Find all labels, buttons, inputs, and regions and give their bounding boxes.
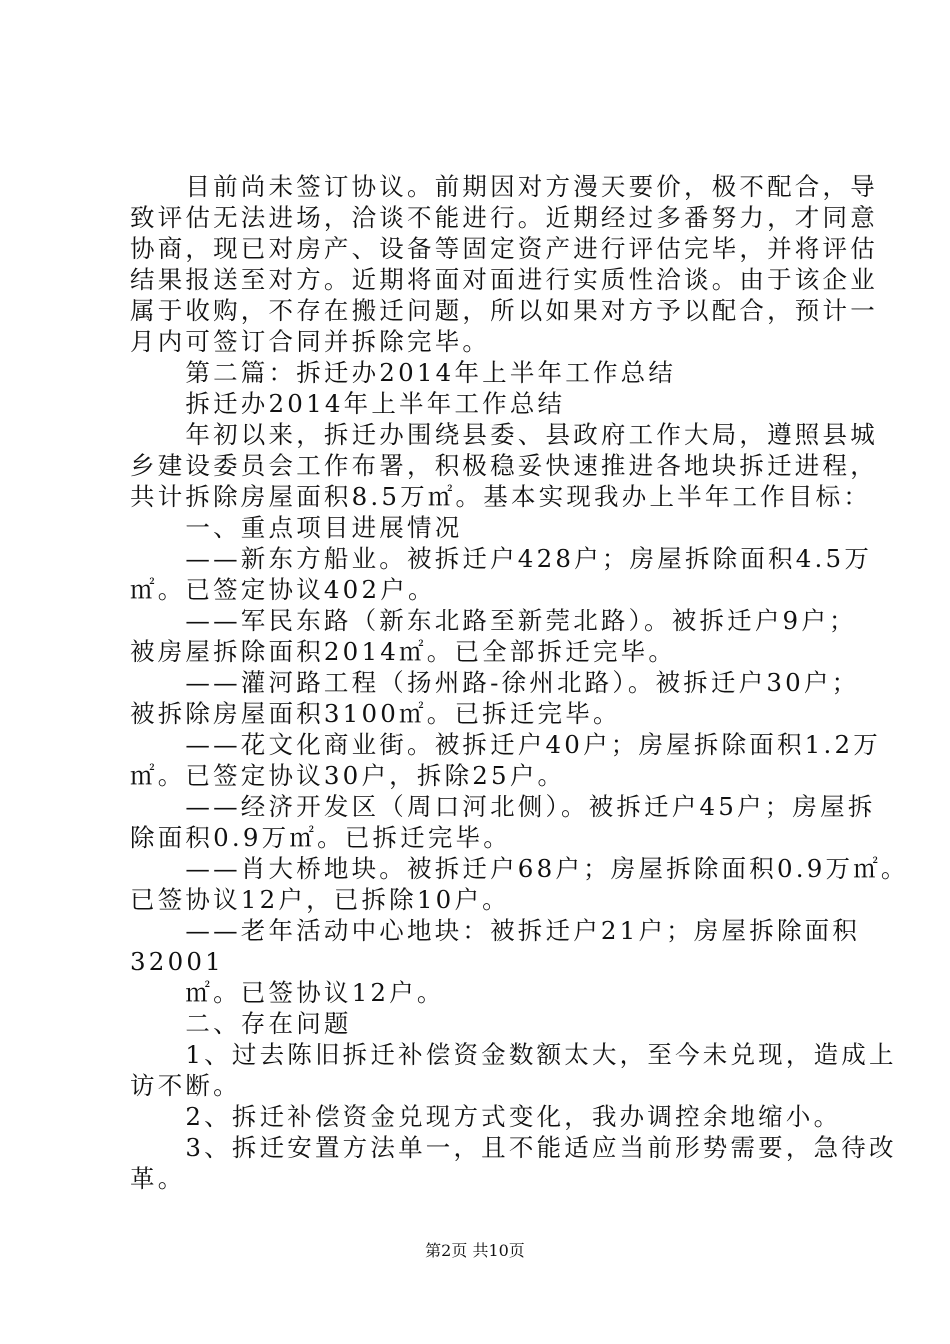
section-heading: 一、重点项目进展情况: [130, 513, 463, 542]
project-item: ——经济开发区（周口河北侧）。被拆迁户45户；房屋拆: [130, 792, 876, 821]
paragraph-line: 致评估无法进场，洽谈不能进行。近期经过多番努力，才同意: [130, 203, 878, 232]
paragraph-line: 协商，现已对房产、设备等固定资产进行评估完毕，并将评估: [130, 234, 878, 263]
project-item: 被拆除房屋面积3100㎡。已拆迁完毕。: [130, 699, 621, 728]
project-item: ——军民东路（新东北路至新莞北路）。被拆迁户9户；: [130, 606, 857, 635]
paragraph-line: 共计拆除房屋面积8.5万㎡。基本实现我办上半年工作目标：: [130, 482, 872, 511]
project-item: ——花文化商业街。被拆迁户40户；房屋拆除面积1.2万: [130, 730, 881, 759]
project-item: 除面积0.9万㎡。已拆迁完毕。: [130, 823, 511, 852]
project-item: 已签协议12户，已拆除10户。: [130, 885, 510, 914]
project-item: ——新东方船业。被拆迁户428户；房屋拆除面积4.5万: [130, 544, 873, 573]
project-item: ——灌河路工程（扬州路-徐州北路）。被拆迁户30户；: [130, 668, 860, 697]
project-item: ——老年活动中心地块：被拆迁户21户；房屋拆除面积: [130, 916, 861, 945]
issue-item: 访不断。: [130, 1071, 241, 1100]
paragraph-line: 年初以来，拆迁办围绕县委、县政府工作大局，遵照县城: [130, 420, 878, 449]
page-footer: 第2页 共10页: [425, 1241, 525, 1260]
project-item: ㎡。已签定协议402户。: [130, 575, 436, 604]
paragraph-line: 结果报送至对方。近期将面对面进行实质性洽谈。由于该企业: [130, 265, 878, 294]
paragraph-line: 月内可签订合同并拆除完毕。: [130, 327, 491, 356]
issue-item: 3、拆迁安置方法单一，且不能适应当前形势需要，急待改: [130, 1133, 897, 1162]
section-title: 拆迁办2014年上半年工作总结: [130, 389, 566, 418]
project-item: 32001: [130, 947, 224, 976]
project-item: ㎡。已签协议12户。: [130, 978, 445, 1007]
section-heading: 二、存在问题: [130, 1009, 352, 1038]
issue-item: 1、过去陈旧拆迁补偿资金数额太大，至今未兑现，造成上: [130, 1040, 897, 1069]
project-item: 被房屋拆除面积2014㎡。已全部拆迁完毕。: [130, 637, 677, 666]
paragraph-line: 乡建设委员会工作布署，积极稳妥快速推进各地块拆迁进程，: [130, 451, 878, 480]
issue-item: 革。: [130, 1164, 186, 1193]
paragraph-line: 属于收购，不存在搬迁问题，所以如果对方予以配合，预计一: [130, 296, 878, 325]
project-item: ——肖大桥地块。被拆迁户68户；房屋拆除面积0.9万㎡。: [130, 854, 909, 883]
paragraph-line: 目前尚未签订协议。前期因对方漫天要价，极不配合，导: [130, 172, 878, 201]
issue-item: 2、拆迁补偿资金兑现方式变化，我办调控余地缩小。: [130, 1102, 842, 1131]
project-item: ㎡。已签定协议30户，拆除25户。: [130, 761, 566, 790]
chapter-heading: 第二篇：拆迁办2014年上半年工作总结: [130, 358, 677, 387]
